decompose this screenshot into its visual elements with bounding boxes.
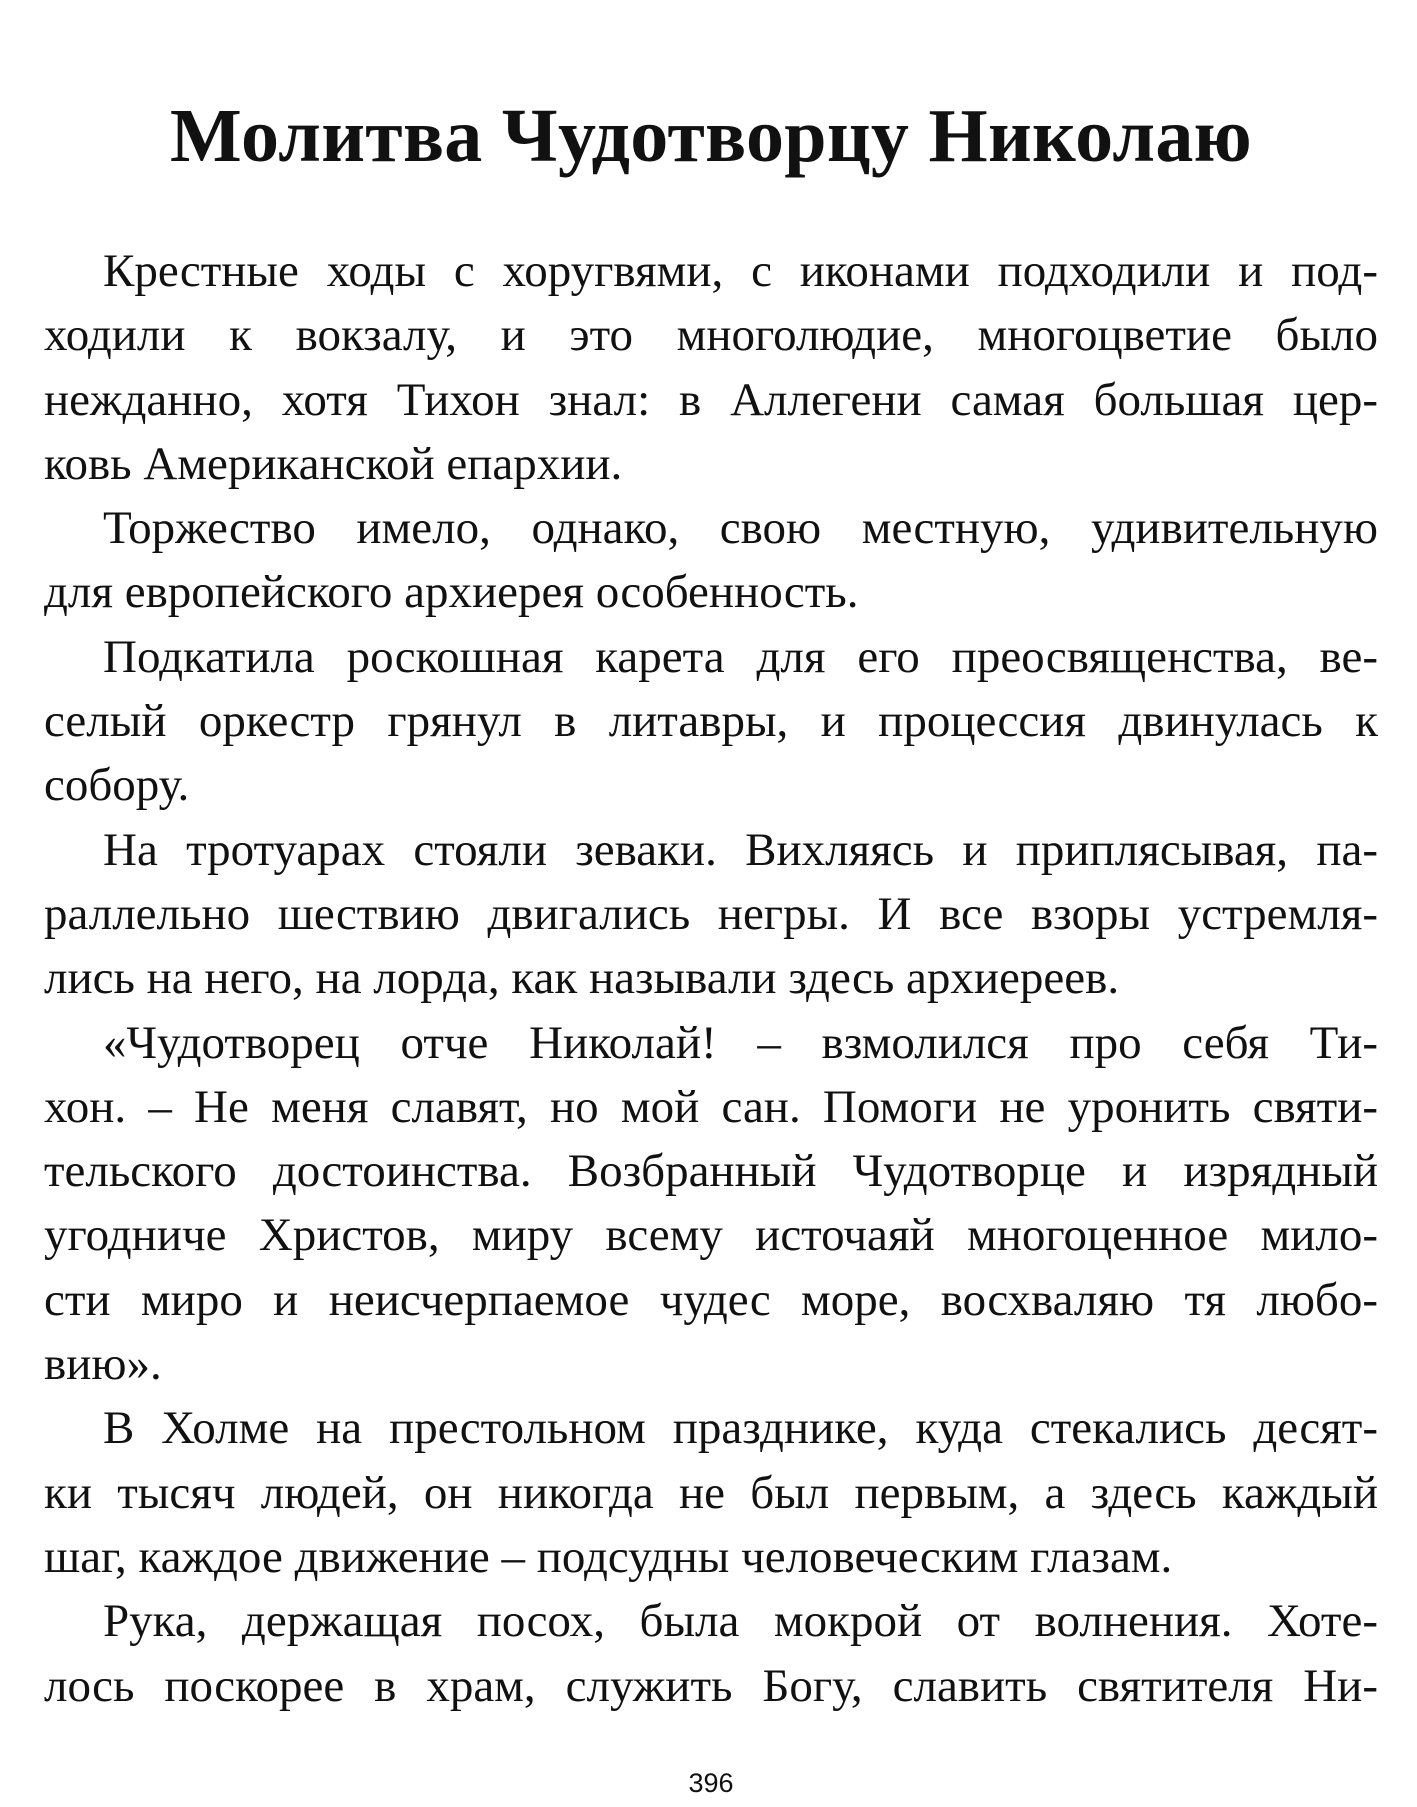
text-line: лось поскорее в храм, служить Богу, славить святителя Ни-	[44, 1659, 1378, 1712]
text-line: раллельно шествию двигались негры. И все взоры устремля-	[44, 887, 1378, 940]
text-line: Крестные ходы с хоругвями, с иконами подходили и под-	[103, 245, 1378, 297]
body-text	[44, 239, 1378, 1718]
text-line: ки тысяч людей, он никогда не был первым, а здесь каждый	[44, 1466, 1378, 1519]
text-line: ковь Американской епархии.	[44, 437, 623, 490]
text-line: угодниче Христов, миру всему источаяй многоценное мило-	[44, 1209, 1378, 1262]
text-line: нежданно, хотя Тихон знал: в Аллегени самая большая цер-	[44, 373, 1378, 426]
book-page	[44, 0, 1378, 1807]
text-line: Рука, держащая посох, была мокрой от волнения. Хоте-	[103, 1595, 1378, 1648]
text-line: В Холме на престольном празднике, куда стекались десят-	[103, 1402, 1378, 1455]
text-line: ходили к вокзалу, и это многолюдие, многоцветие было	[44, 309, 1378, 362]
text-line: Подкатила роскошная карета для его преосвященства, ве-	[103, 630, 1378, 683]
paragraph	[44, 1396, 1378, 1589]
paragraph	[44, 625, 1378, 818]
paragraph	[44, 1589, 1378, 1718]
chapter-title: Молитва Чудотворцу Николаю	[169, 94, 1253, 178]
text-line: лись на него, на лорда, как называли здесь архиереев.	[44, 952, 1120, 1005]
text-line: собору.	[44, 759, 190, 812]
paragraph	[44, 818, 1378, 1011]
text-line: «Чудотворец отче Николай! – взмолился про себя Ти-	[103, 1016, 1378, 1069]
text-line: сти миро и неисчерпаемое чудес море, восхваляю тя любо-	[44, 1273, 1378, 1326]
page-number: 396	[688, 1768, 734, 1798]
text-line: шаг, каждое движение – подсудны человеческим глазам.	[44, 1530, 1173, 1583]
text-line: Торжество имело, однако, свою местную, удивительную	[103, 502, 1378, 555]
text-line: для европейского архиерея особенность.	[44, 566, 859, 619]
text-line: селый оркестр грянул в литавры, и процессия двинулась к	[44, 695, 1378, 748]
paragraph	[44, 496, 1378, 625]
paragraph	[44, 239, 1378, 496]
text-line: На тротуарах стояли зеваки. Вихляясь и приплясывая, па-	[103, 823, 1378, 876]
text-line: тельского достоинства. Возбранный Чудотворце и изрядный	[44, 1145, 1378, 1198]
text-line: вию».	[44, 1338, 162, 1391]
text-line: хон. – Не меня славят, но мой сан. Помоги не уронить святи-	[44, 1080, 1378, 1133]
paragraph	[44, 1011, 1378, 1397]
